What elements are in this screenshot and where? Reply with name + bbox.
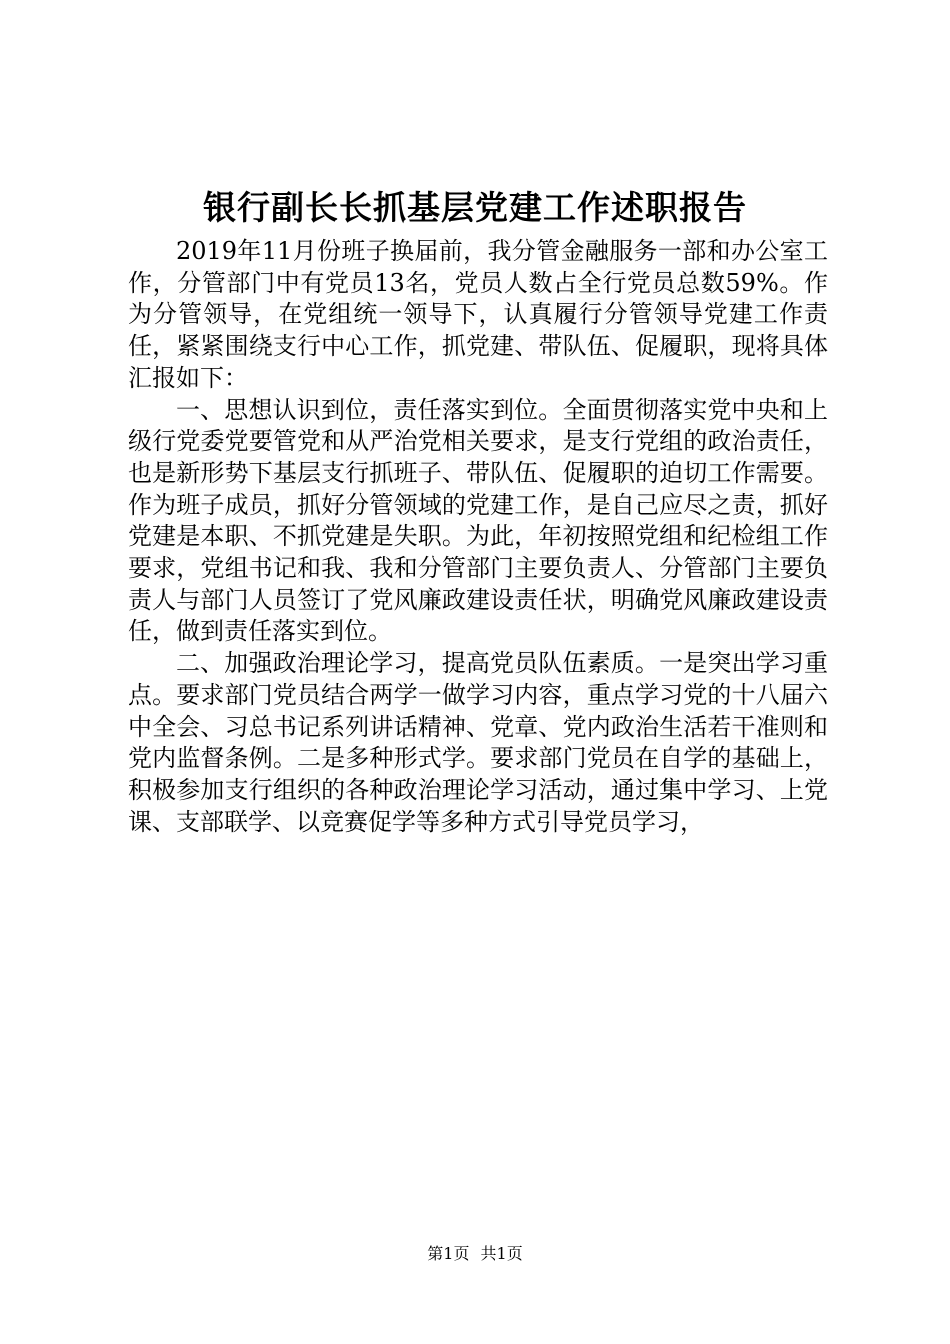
- document-title: 银行副长长抓基层党建工作述职报告: [203, 188, 747, 227]
- document-body: [128, 236, 828, 838]
- page-number: 第1页: [427, 1244, 470, 1263]
- page-footer: [0, 1244, 950, 1264]
- paragraph-section-two: 二、加强政治理论学习，提高党员队伍素质。一是突出学习重点。要求部门党员结合两学一做学习内容，重点学习党的十八届六中全会、习总书记系列讲话精神、党章、党内政治生活若干准则和党内监督条例。二是多种形式学。要求部门党员在自学的基础上，积极参加支行组织的各种政治理论学习活动，通过集中学习、上党课、支部联学、以竞赛促学等多种方式引导党员学习，: [128, 649, 828, 836]
- paragraph-intro: 2019年11月份班子换届前，我分管金融服务一部和办公室工作，分管部门中有党员13名，党员人数占全行党员总数59%。作为分管领导，在党组统一领导下，认真履行分管领导党建工作责任，紧紧围绕支行中心工作，抓党建、带队伍、促履职，现将具体汇报如下：: [128, 237, 828, 392]
- paragraph-section-one: 一、思想认识到位，责任落实到位。全面贯彻落实党中央和上级行党委党要管党和从严治党相关要求，是支行党组的政治责任，也是新形势下基层支行抓班子、带队伍、促履职的迫切工作需要。作为班子成员，抓好分管领域的党建工作，是自己应尽之责，抓好党建是本职、不抓党建是失职。为此，年初按照党组和纪检组工作要求，党组书记和我、我和分管部门主要负责人、分管部门主要负责人与部门人员签订了党风廉政建设责任状，明确党风廉政建设责任，做到责任落实到位。: [128, 395, 828, 646]
- page-total: 共1页: [480, 1244, 523, 1263]
